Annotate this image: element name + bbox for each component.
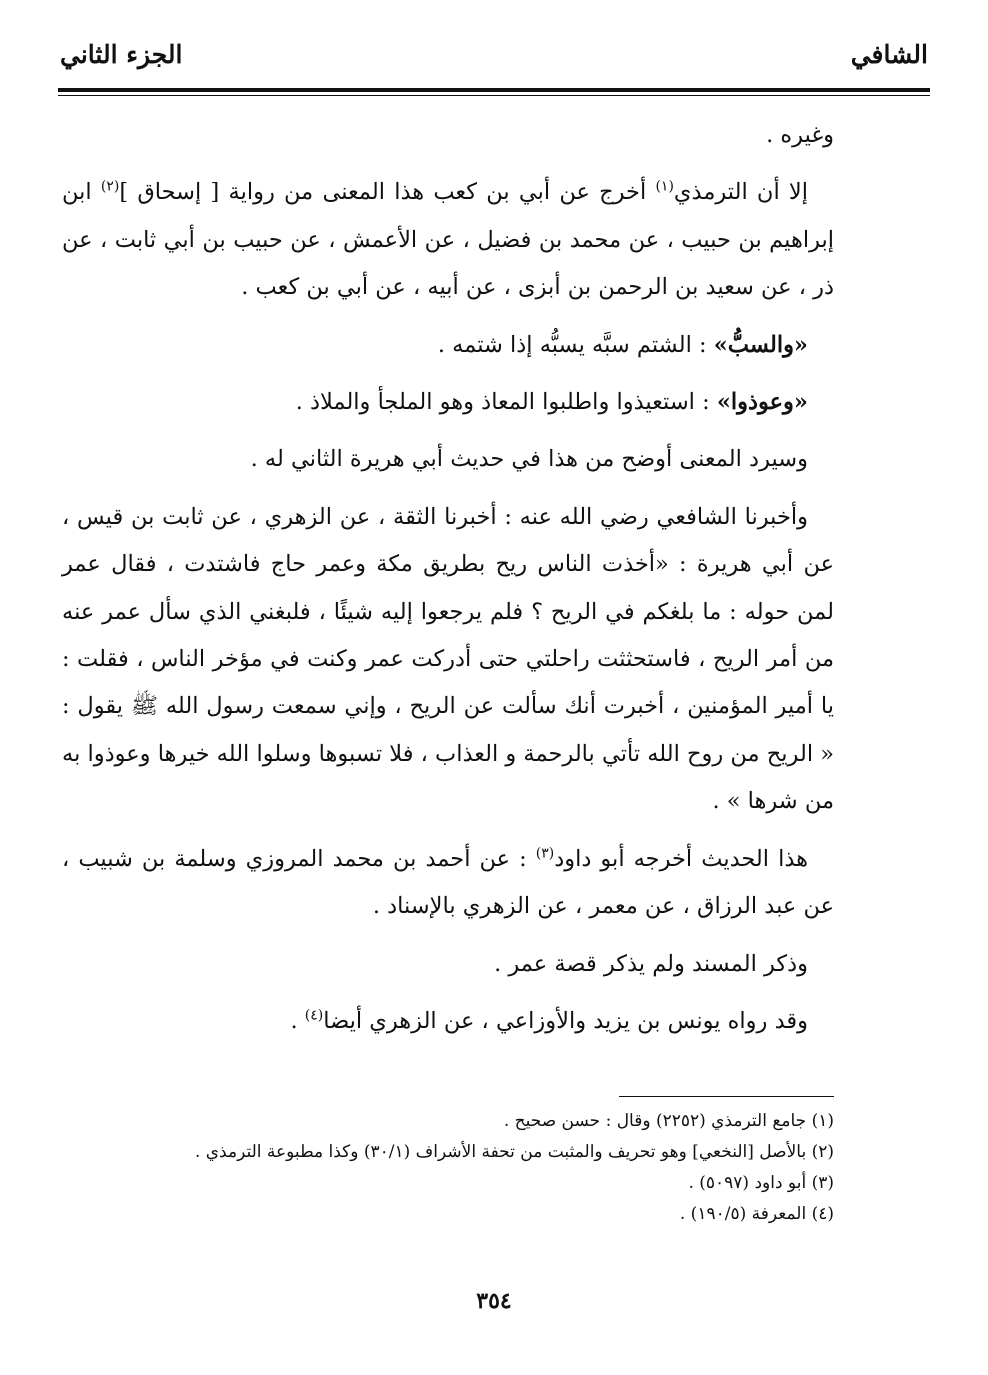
footnote-1: (١) جامع الترمذي (٢٢٥٢) وقال : حسن صحيح .: [503, 1111, 834, 1131]
paragraph-1: وغيره .: [766, 122, 834, 148]
paragraph-7-part-a: هذا الحديث أخرجه أبو داود: [554, 845, 809, 872]
footnote-4: (٤) المعرفة (١٩٠/٥) .: [679, 1204, 834, 1224]
footnote-3: (٣) أبو داود (٥٠٩٧) .: [688, 1173, 834, 1193]
paragraph-7: [62, 836, 834, 931]
paragraph-9-part-b: .: [290, 1007, 305, 1034]
paragraph-7-part-b: : عن أحمد بن محمد المروزي وسلمة بن شبيب ، عن عبد الرزاق ، عن معمر ، عن الزهري بالإسناد .: [62, 845, 834, 920]
term-sabb: «والسبُّ»: [713, 331, 808, 358]
footnote-ref-4[interactable]: (٤): [304, 1007, 324, 1024]
footnote-separator: [619, 1096, 834, 1097]
paragraph-3: [62, 322, 834, 369]
footnotes: [62, 1106, 834, 1230]
paragraph-2-part-c: ابن إبراهيم بن حبيب ، عن محمد بن فضيل ، عن الأعمش ، عن حبيب بن أبي ثابت ، عن ذر ، عن سعيد بن الرحمن بن أبزى ، عن أبيه ، عن أبي بن كعب .: [62, 179, 834, 301]
header-rule-thick: [58, 88, 930, 92]
paragraph-6: وأخبرنا الشافعي رضي الله عنه : أخبرنا الثقة ، عن الزهري ، عن ثابت بن قيس ، عن أبي هريرة : «أخذت الناس ريح بطريق مكة وعمر حاج فاشتدت ، فقال عمر لمن حوله : ما بلغكم في الريح ؟ فلم يرجعوا إليه شيئًا ، فلبغني الذي سأل عمر عنه من أمر الريح ، فاستحثثت راحلتي حتى أدركت عمر وكنت في مؤخر الناس ، فقلت : يا أمير المؤمنين ، أخبرت أنك سألت عن الريح ، وإني سمعت رسول الله ﷺ يقول : « الريح من روح الله تأتي بالرحمة و العذاب ، فلا تسبوها وسلوا الله خيرها وعوذوا به من شرها » .: [62, 503, 834, 815]
paragraph-2: [62, 169, 834, 311]
paragraph-8: وذكر المسند ولم يذكر قصة عمر .: [494, 950, 808, 977]
volume-title: الجزء الثاني: [60, 40, 183, 69]
running-header: [60, 40, 928, 84]
term-awwidhu: «وعوذوا»: [716, 389, 808, 416]
definition-sabb: : الشتم سبَّه يسبُّه إذا شتمه .: [437, 331, 714, 358]
definition-awwidhu: : استعيذوا واطلبوا المعاذ وهو الملجأ والملاذ .: [295, 389, 717, 416]
footnote-ref-3[interactable]: (٣): [535, 845, 555, 862]
paragraph-2-part-a: إلا أن الترمذي: [673, 179, 808, 206]
paragraph-9: [62, 998, 834, 1045]
header-rule-thin: [58, 95, 930, 96]
main-text: [62, 112, 834, 1055]
page-number: ٣٥٤: [476, 1288, 512, 1314]
footnote-2: (٢) بالأصل [النخعي] وهو تحريف والمثبت من تحفة الأشراف (٣٠/١) وكذا مطبوعة الترمذي .: [194, 1142, 834, 1162]
footnote-ref-2[interactable]: (٢): [100, 178, 120, 195]
paragraph-9-part-a: وقد رواه يونس بن يزيد والأوزاعي ، عن الزهري أيضا: [323, 1007, 808, 1034]
paragraph-5: وسيرد المعنى أوضح من هذا في حديث أبي هريرة الثاني له .: [250, 446, 808, 473]
book-title: الشافي: [850, 40, 928, 69]
paragraph-4: [62, 379, 834, 426]
footnote-ref-1[interactable]: (١): [655, 178, 674, 195]
paragraph-2-part-b: أخرج عن أبي بن كعب هذا المعنى من رواية [ إسحاق ]: [119, 179, 656, 206]
